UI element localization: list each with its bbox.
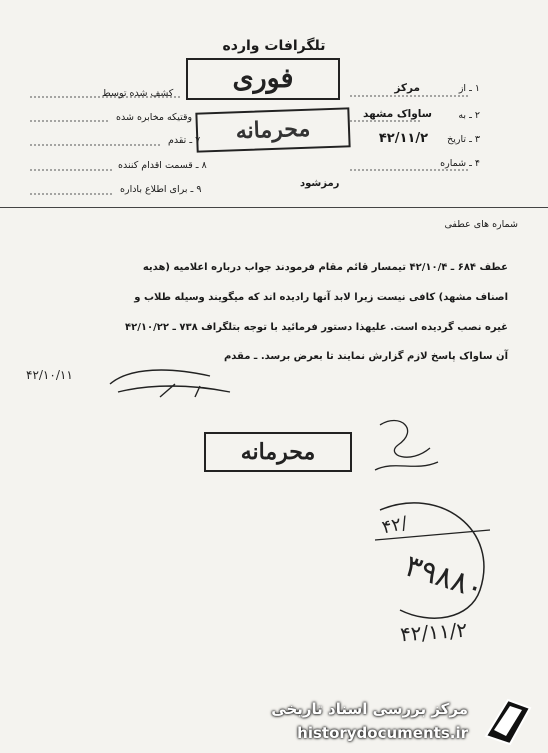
signature-scribble-right — [360, 410, 450, 480]
handwritten-small-number: ۴۲/ — [380, 512, 410, 539]
from-label: ۱ ـ از — [458, 83, 480, 94]
to-label: ۲ ـ به — [458, 110, 480, 121]
signature-scribble-left — [100, 362, 250, 402]
comm-time-label: وقتیکه مخابره شده — [116, 112, 193, 123]
from-value: مرکز — [394, 82, 420, 94]
action-label: ۸ ـ قسمت اقدام کننده — [118, 160, 207, 171]
handwritten-registration-number: ۳۹۸۸۰ — [400, 548, 489, 607]
date-label: ۳ ـ تاریخ — [447, 134, 480, 145]
handwritten-note-left: ۴۲/۱۰/۱۱ — [26, 368, 73, 382]
confidential-stamp-bottom: محرمانه — [204, 432, 352, 472]
urgent-stamp: فوری — [186, 58, 340, 100]
priority-label: ۷ ـ تقدم — [168, 135, 201, 146]
number-label: ۴ ـ شماره — [440, 158, 480, 169]
body-line-3: غیره نصب گردیده است. علیهذا دستور فرمائید با توجه بتلگراف ۷۳۸ ـ ۴۲/۱۰/۲۲ — [125, 322, 508, 333]
to-value: ساواک مشهد — [363, 108, 432, 120]
cipher-label: رمزشود — [300, 178, 340, 189]
info-label: ۹ ـ برای اطلاع باداره — [120, 184, 202, 195]
website-url[interactable]: historydocuments.ir — [297, 724, 468, 742]
handwritten-loop — [360, 490, 510, 630]
reference-numbers-label: شماره های عطفی — [444, 219, 518, 230]
header-divider — [0, 207, 548, 208]
form-lines — [0, 0, 548, 210]
confidential-stamp-top: محرمانه — [195, 107, 350, 152]
archive-logo-text: مرکز بررسی اسناد تاریخی — [271, 700, 468, 718]
handwritten-date: ۴۲/۱۱/۲ — [399, 617, 468, 647]
date-value: ۴۲/۱۱/۲ — [378, 131, 428, 146]
footer-watermark — [0, 688, 548, 753]
body-line-4: آن ساواک پاسخ لازم گزارش نمایند تا بعرض برسد. ـ مقدم — [223, 351, 508, 362]
body-line-2: اصناف مشهد) کافی نیست زیرا لابد آنها رادیده اند که میگویند وسیله طلاب و — [134, 292, 508, 303]
body-line-1: عطف ۶۸۴ ـ ۴۲/۱۰/۴ تیمسار قائم مقام فرمودند جواب درباره اعلامیه (هدیه — [142, 262, 508, 273]
document-title: تلگرافات وارده — [222, 38, 326, 54]
decoded-label: کشف شده توسط — [102, 88, 174, 99]
book-logo-icon — [480, 690, 538, 748]
